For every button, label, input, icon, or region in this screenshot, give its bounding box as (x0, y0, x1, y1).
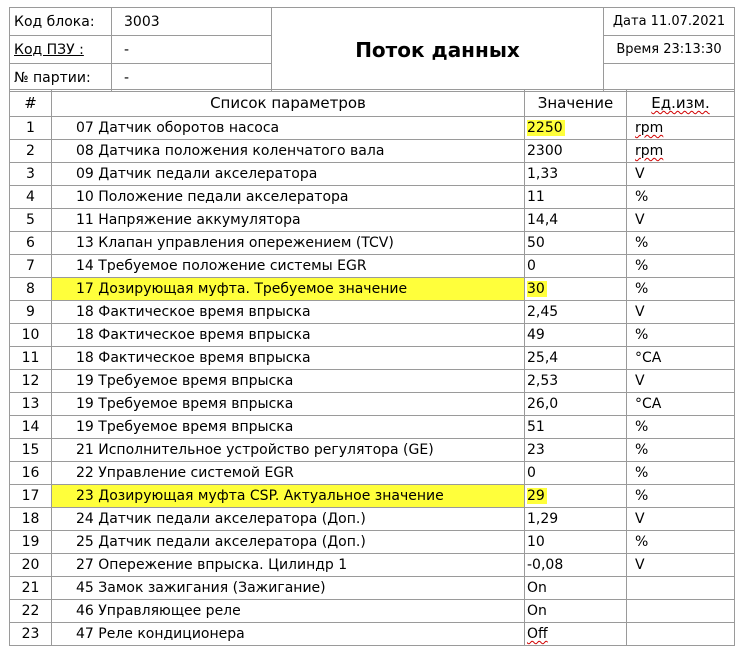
report-time: Время 23:13:30 (604, 36, 735, 64)
row-number: 4 (10, 186, 52, 209)
parameter-name-text: 14 Требуемое положение системы EGR (76, 258, 367, 274)
parameter-name-text: 19 Требуемое время впрыска (76, 396, 294, 412)
parameter-unit-text: °CA (635, 350, 662, 366)
row-number: 23 (10, 623, 52, 646)
parameter-value-text: 0 (527, 258, 536, 274)
row-number: 17 (10, 485, 52, 508)
parameter-name-text: 21 Исполнительное устройство регулятора (GE) (76, 442, 434, 458)
parameter-name-text: 08 Датчика положения коленчатого вала (76, 143, 385, 159)
header-table (9, 7, 735, 92)
parameter-unit-text: % (635, 235, 649, 251)
parameter-name (52, 554, 525, 577)
parameter-value-text: 10 (527, 534, 545, 550)
rom-code-label-text: Код ПЗУ : (14, 41, 84, 58)
parameter-unit-text: % (635, 419, 649, 435)
parameter-value (525, 117, 627, 140)
page-title: Поток данных (272, 8, 604, 92)
row-number: 19 (10, 531, 52, 554)
parameter-unit-text: % (635, 258, 649, 274)
parameter-name-text: 19 Требуемое время впрыска (76, 373, 294, 389)
parameter-name-text: 19 Требуемое время впрыска (76, 419, 294, 435)
parameter-name-text: 18 Фактическое время впрыска (76, 327, 311, 343)
row-number: 18 (10, 508, 52, 531)
parameter-value (525, 623, 627, 646)
parameter-name-text: 10 Положение педали акселератора (76, 189, 349, 205)
parameter-value-text: 51 (527, 419, 545, 435)
parameter-name (52, 163, 525, 186)
parameter-value (525, 255, 627, 278)
row-number: 3 (10, 163, 52, 186)
parameter-name (52, 347, 525, 370)
parameter-name (52, 393, 525, 416)
parameter-value (525, 370, 627, 393)
parameter-name-text: 27 Опережение впрыска. Цилиндр 1 (76, 557, 348, 573)
parameter-value-text: On (527, 603, 547, 619)
row-number: 12 (10, 370, 52, 393)
parameter-value-text: 1,29 (527, 511, 559, 527)
parameter-name (52, 186, 525, 209)
header-empty-cell (604, 64, 735, 92)
parameter-value (525, 324, 627, 347)
parameter-unit (627, 623, 735, 646)
parameter-unit (627, 186, 735, 209)
parameter-name-text: 23 Дозирующая муфта CSP. Актуальное значение (76, 488, 444, 504)
table-row (10, 393, 735, 416)
parameter-value (525, 163, 627, 186)
parameter-name (52, 439, 525, 462)
parameter-unit-text: °CA (635, 396, 662, 412)
parameter-unit (627, 462, 735, 485)
parameter-name (52, 209, 525, 232)
parameter-unit-text: V (635, 212, 645, 228)
parameter-value (525, 393, 627, 416)
parameter-name-text: 18 Фактическое время впрыска (76, 304, 311, 320)
table-row (10, 439, 735, 462)
parameter-value (525, 209, 627, 232)
parameter-value-text: 1,33 (527, 166, 559, 182)
table-row (10, 232, 735, 255)
table-row (10, 554, 735, 577)
parameter-unit (627, 347, 735, 370)
parameter-value-text: 23 (527, 442, 545, 458)
table-row (10, 163, 735, 186)
table-row (10, 600, 735, 623)
parameter-unit (627, 278, 735, 301)
parameter-value-text: Off (527, 626, 548, 642)
parameter-unit (627, 508, 735, 531)
parameter-name-text: 46 Управляющее реле (76, 603, 241, 619)
parameter-value (525, 301, 627, 324)
parameter-unit (627, 531, 735, 554)
parameter-name (52, 301, 525, 324)
parameter-name (52, 370, 525, 393)
rom-code-value: - (112, 36, 272, 64)
parameter-unit (627, 140, 735, 163)
parameter-value-text: -0,08 (527, 557, 564, 573)
parameter-name-text: 22 Управление системой EGR (76, 465, 294, 481)
parameter-name (52, 117, 525, 140)
table-row (10, 416, 735, 439)
parameter-unit (627, 600, 735, 623)
row-number: 7 (10, 255, 52, 278)
rom-code-label (10, 36, 112, 64)
block-code-label: Код блока: (10, 8, 112, 36)
parameter-name-text: 25 Датчик педали акселератора (Доп.) (76, 534, 366, 550)
parameter-value (525, 232, 627, 255)
row-number: 16 (10, 462, 52, 485)
row-number: 9 (10, 301, 52, 324)
row-number: 15 (10, 439, 52, 462)
row-number: 21 (10, 577, 52, 600)
parameter-unit (627, 485, 735, 508)
table-row (10, 186, 735, 209)
parameter-value-text: 2300 (527, 143, 563, 159)
parameter-name-text: 18 Фактическое время впрыска (76, 350, 311, 366)
column-header-number: # (10, 90, 52, 117)
parameter-unit (627, 416, 735, 439)
table-row (10, 531, 735, 554)
parameter-name (52, 140, 525, 163)
row-number: 6 (10, 232, 52, 255)
parameter-unit (627, 439, 735, 462)
report-date: Дата 11.07.2021 (604, 8, 735, 36)
parameter-unit (627, 163, 735, 186)
parameter-name (52, 485, 525, 508)
parameter-unit-text: V (635, 557, 645, 573)
table-row (10, 301, 735, 324)
parameter-name-text: 47 Реле кондиционера (76, 626, 245, 642)
parameter-unit-text: % (635, 327, 649, 343)
parameter-unit-text: % (635, 189, 649, 205)
parameter-unit-text: rpm (635, 120, 664, 136)
parameter-unit-text: V (635, 304, 645, 320)
row-number: 11 (10, 347, 52, 370)
parameter-value-text: 30 (527, 281, 545, 297)
parameter-value-text: 2,45 (527, 304, 559, 320)
parameter-value-text: 29 (527, 488, 545, 504)
parameter-unit (627, 301, 735, 324)
parameter-name (52, 324, 525, 347)
parameter-value (525, 554, 627, 577)
table-row (10, 140, 735, 163)
parameter-name (52, 577, 525, 600)
parameter-name (52, 255, 525, 278)
parameter-name (52, 508, 525, 531)
table-row (10, 278, 735, 301)
table-row (10, 347, 735, 370)
parameter-value (525, 416, 627, 439)
parameter-value (525, 186, 627, 209)
table-header-row (10, 90, 735, 117)
parameter-unit-text: % (635, 442, 649, 458)
parameter-name-text: 17 Дозирующая муфта. Требуемое значение (76, 281, 408, 297)
parameter-value-text: 25,4 (527, 350, 559, 366)
parameter-unit-text: % (635, 465, 649, 481)
parameter-value-text: On (527, 580, 547, 596)
table-row (10, 324, 735, 347)
parameter-unit-text: rpm (635, 143, 664, 159)
parameter-unit-text: V (635, 166, 645, 182)
parameter-name-text: 24 Датчик педали акселератора (Доп.) (76, 511, 366, 527)
parameter-unit-text: % (635, 488, 649, 504)
parameter-unit (627, 370, 735, 393)
parameter-name-text: 13 Клапан управления опережением (TCV) (76, 235, 394, 251)
parameter-name (52, 600, 525, 623)
parameter-unit (627, 209, 735, 232)
parameter-name (52, 531, 525, 554)
table-row (10, 370, 735, 393)
parameter-name-text: 11 Напряжение аккумулятора (76, 212, 301, 228)
parameter-value (525, 600, 627, 623)
table-row (10, 117, 735, 140)
parameter-value (525, 140, 627, 163)
parameter-unit (627, 324, 735, 347)
parameter-value (525, 577, 627, 600)
batch-value: - (112, 64, 272, 92)
parameter-value-text: 50 (527, 235, 545, 251)
table-row (10, 508, 735, 531)
parameter-unit (627, 232, 735, 255)
parameter-unit (627, 577, 735, 600)
column-header-unit-text: Ед.изм. (651, 94, 710, 112)
column-header-unit (627, 90, 735, 117)
parameter-value-text: 0 (527, 465, 536, 481)
column-header-parameters: Список параметров (52, 90, 525, 117)
column-header-value: Значение (525, 90, 627, 117)
parameter-name-text: 09 Датчик педали акселератора (76, 166, 318, 182)
parameter-name-text: 07 Датчик оборотов насоса (76, 120, 280, 136)
row-number: 10 (10, 324, 52, 347)
row-number: 13 (10, 393, 52, 416)
batch-label: № партии: (10, 64, 112, 92)
parameter-unit-text: V (635, 511, 645, 527)
row-number: 14 (10, 416, 52, 439)
parameter-value (525, 439, 627, 462)
parameter-unit-text: V (635, 373, 645, 389)
parameter-name-text: 45 Замок зажигания (Зажигание) (76, 580, 326, 596)
parameter-name (52, 416, 525, 439)
parameter-value-text: 11 (527, 189, 545, 205)
parameter-value (525, 485, 627, 508)
parameter-name (52, 278, 525, 301)
parameter-value-text: 2250 (527, 120, 563, 136)
table-row (10, 462, 735, 485)
parameter-unit-text: % (635, 534, 649, 550)
parameter-unit (627, 255, 735, 278)
parameter-value-text: 49 (527, 327, 545, 343)
parameter-name (52, 623, 525, 646)
parameter-value (525, 347, 627, 370)
parameter-unit-text: % (635, 281, 649, 297)
parameter-unit (627, 554, 735, 577)
parameter-value (525, 462, 627, 485)
parameter-name (52, 232, 525, 255)
data-stream-table (9, 89, 735, 646)
parameter-value (525, 278, 627, 301)
table-row (10, 209, 735, 232)
row-number: 22 (10, 600, 52, 623)
table-row (10, 255, 735, 278)
row-number: 1 (10, 117, 52, 140)
parameter-unit (627, 393, 735, 416)
table-row (10, 623, 735, 646)
parameter-name (52, 462, 525, 485)
row-number: 2 (10, 140, 52, 163)
parameter-value-text: 2,53 (527, 373, 559, 389)
row-number: 20 (10, 554, 52, 577)
row-number: 5 (10, 209, 52, 232)
parameter-value (525, 531, 627, 554)
parameter-value (525, 508, 627, 531)
table-row (10, 577, 735, 600)
parameter-value-text: 14,4 (527, 212, 559, 228)
parameter-value-text: 26,0 (527, 396, 559, 412)
parameter-unit (627, 117, 735, 140)
row-number: 8 (10, 278, 52, 301)
table-row (10, 485, 735, 508)
block-code-value: 3003 (112, 8, 272, 36)
